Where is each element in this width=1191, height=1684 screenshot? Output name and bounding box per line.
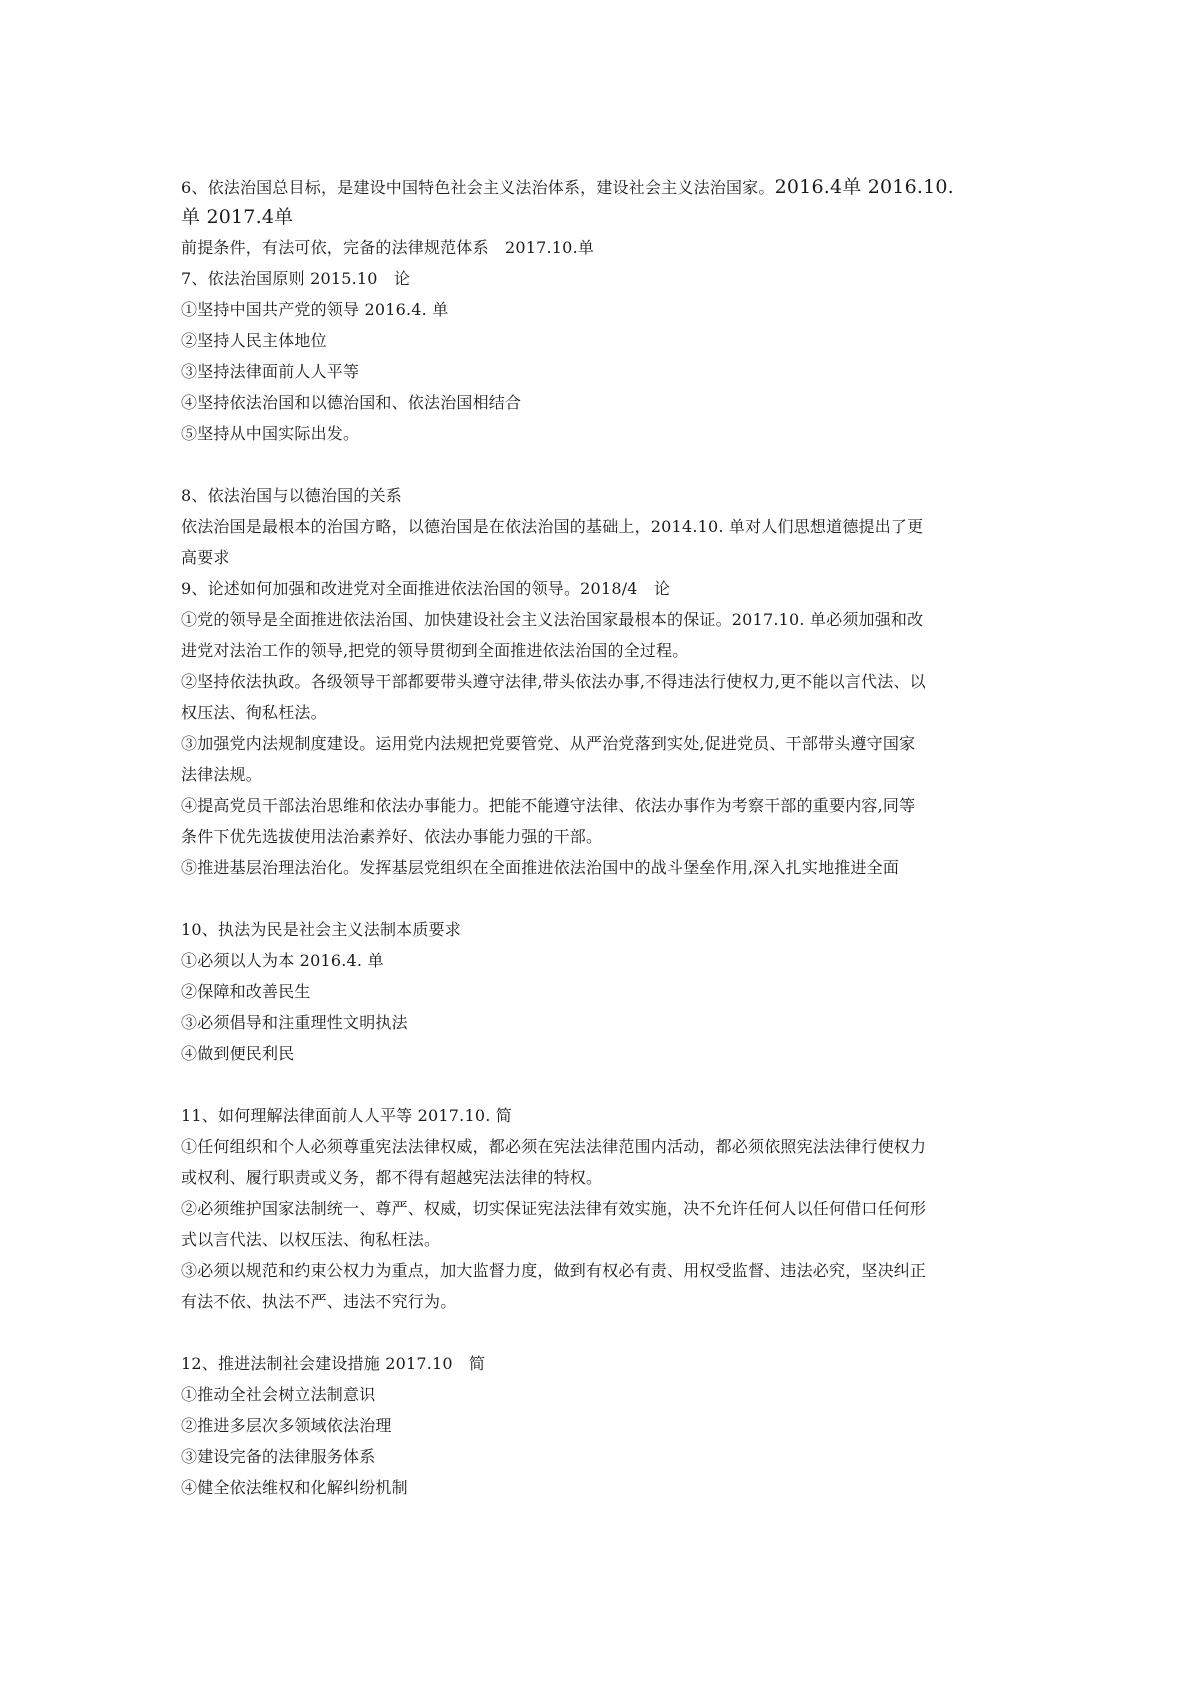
- s6-line-2: 单 2017.4单: [181, 206, 294, 228]
- s11-line-1: ①任何组织和个人必须尊重宪法法律权威，都必须在宪法法律范围内活动，都必须依照宪法法律行使权力: [181, 1137, 927, 1156]
- s12-heading: 12、推进法制社会建设措施 2017.10 简: [181, 1354, 486, 1373]
- s9-line-8: 条件下优先选拔使用法治素养好、依法办事能力强的干部。: [181, 827, 603, 846]
- s6-line-1-text: 6、依法治国总目标，是建设中国特色社会主义法治体系，建设社会主义法治国家。: [181, 178, 775, 197]
- s9-line-5: ③加强党内法规制度建设。运用党内法规把党要管党、从严治党落到实处,促进党员、干部带头遵守国家: [181, 734, 916, 753]
- spacer: [181, 1317, 1011, 1348]
- s11-line-2: 或权利、履行职责或义务，都不得有超越宪法法律的特权。: [181, 1168, 603, 1187]
- s10-heading: 10、执法为民是社会主义法制本质要求: [181, 920, 461, 939]
- spacer: [181, 449, 1011, 480]
- s9-line-6: 法律法规。: [181, 765, 263, 784]
- spacer: [181, 1069, 1011, 1100]
- s11-line-6: 有法不依、执法不严、违法不究行为。: [181, 1292, 457, 1311]
- s11-line-4: 式以言代法、以权压法、徇私枉法。: [181, 1230, 441, 1249]
- s9-heading: 9、论述如何加强和改进党对全面推进依法治国的领导。2018/4 论: [181, 579, 671, 598]
- s7-item-3: ③坚持法律面前人人平等: [181, 362, 360, 381]
- s6-line-1-dates: 2016.4单 2016.10.: [774, 176, 954, 198]
- s12-item-2: ②推进多层次多领域依法治理: [181, 1416, 392, 1435]
- s12-item-1: ①推动全社会树立法制意识: [181, 1385, 376, 1404]
- s10-item-1: ①必须以人为本 2016.4. 单: [181, 951, 384, 970]
- s7-item-1: ①坚持中国共产党的领导 2016.4. 单: [181, 300, 449, 319]
- s7-heading: 7、依法治国原则 2015.10 论: [181, 269, 411, 288]
- s11-line-5: ③必须以规范和约束公权力为重点，加大监督力度，做到有权必有责、用权受监督、违法必究，坚决纠正: [181, 1261, 927, 1280]
- s7-item-5: ⑤坚持从中国实际出发。: [181, 424, 360, 443]
- s7-item-4: ④坚持依法治国和以德治国和、依法治国相结合: [181, 393, 522, 412]
- s8-line-1: 依法治国是最根本的治国方略，以德治国是在依法治国的基础上，2014.10. 单对人们思想道德提出了更: [181, 517, 924, 536]
- s11-heading: 11、如何理解法律面前人人平等 2017.10. 简: [181, 1106, 512, 1125]
- s9-line-7: ④提高党员干部法治思维和依法办事能力。把能不能遵守法律、依法办事作为考察干部的重要内容,同等: [181, 796, 916, 815]
- s10-item-4: ④做到便民利民: [181, 1044, 295, 1063]
- s9-line-2: 进党对法治工作的领导,把党的领导贯彻到全面推进依法治国的全过程。: [181, 641, 689, 660]
- s10-item-2: ②保障和改善民生: [181, 982, 311, 1001]
- s9-line-1: ①党的领导是全面推进依法治国、加快建设社会主义法治国家最根本的保证。2017.10. 单必须加强和改: [181, 610, 924, 629]
- s6-line-3: 前提条件，有法可依，完备的法律规范体系 2017.10.单: [181, 238, 595, 257]
- s12-item-4: ④健全依法维权和化解纠纷机制: [181, 1478, 408, 1497]
- s12-item-3: ③建设完备的法律服务体系: [181, 1447, 376, 1466]
- s8-line-2: 高要求: [181, 548, 230, 567]
- s10-item-3: ③必须倡导和注重理性文明执法: [181, 1013, 408, 1032]
- spacer: [181, 883, 1011, 914]
- s11-line-3: ②必须维护国家法制统一、尊严、权威，切实保证宪法法律有效实施，决不允许任何人以任何借口任何形: [181, 1199, 927, 1218]
- s8-heading: 8、依法治国与以德治国的关系: [181, 486, 402, 505]
- s9-line-4: 权压法、徇私枉法。: [181, 703, 327, 722]
- s6-line-1: [181, 172, 1011, 202]
- document-page: [181, 172, 1011, 1503]
- s9-line-9: ⑤推进基层治理法治化。发挥基层党组织在全面推进依法治国中的战斗堡垒作用,深入扎实地推进全面: [181, 858, 900, 877]
- s7-item-2: ②坚持人民主体地位: [181, 331, 327, 350]
- s9-line-3: ②坚持依法执政。各级领导干部都要带头遵守法律,带头依法办事,不得违法行使权力,更不能以言代法、以: [181, 672, 926, 691]
